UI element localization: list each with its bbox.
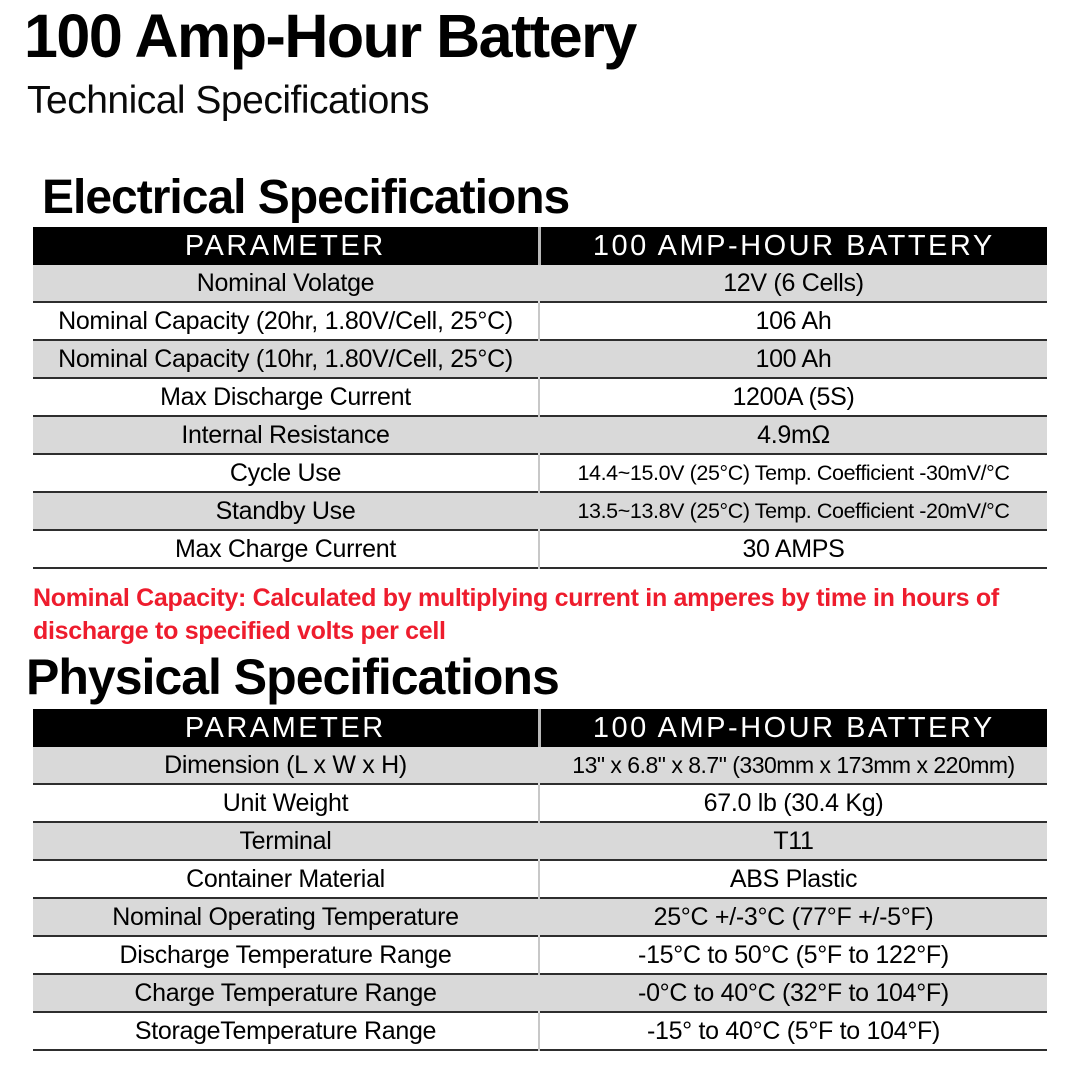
value-cell: 12V (6 Cells) — [723, 268, 864, 297]
column-header-battery: 100 AMP-HOUR BATTERY — [539, 227, 1047, 265]
section-title-physical: Physical Specifications — [26, 649, 559, 705]
electrical-spec-table — [33, 227, 1047, 569]
table-row-operating-temperature — [33, 898, 1047, 936]
value-cell: 1200A (5S) — [732, 382, 855, 411]
table-row-cycle-use — [33, 454, 1047, 492]
value-cell: 100 Ah — [755, 344, 832, 373]
value-cell: ABS Plastic — [729, 864, 858, 893]
value-cell: -15°C to 50°C (5°F to 122°F) — [638, 940, 949, 969]
value-cell: 67.0 lb (30.4 Kg) — [703, 788, 884, 817]
table-row-internal-resistance — [33, 416, 1047, 454]
table-row-unit-weight — [33, 784, 1047, 822]
value-cell: 25°C +/-3°C (77°F +/-5°F) — [653, 902, 934, 931]
section-title-electrical: Electrical Specifications — [42, 171, 570, 224]
nominal-capacity-note — [33, 582, 1043, 647]
param-cell: Discharge Temperature Range — [33, 936, 539, 974]
value-cell: 13" x 6.8" x 8.7" (330mm x 173mm x 220mm) — [572, 751, 1015, 778]
param-cell: Nominal Capacity (10hr, 1.80V/Cell, 25°C) — [33, 340, 539, 378]
physical-header-row — [33, 709, 1047, 747]
table-row-capacity-10hr — [33, 340, 1047, 378]
value-cell: 30 AMPS — [742, 534, 845, 563]
param-cell: Nominal Volatge — [33, 265, 539, 302]
table-row-nominal-voltage — [33, 265, 1047, 302]
param-cell: Max Charge Current — [33, 530, 539, 568]
page-title: 100 Amp-Hour Battery — [24, 2, 636, 70]
param-cell: StorageTemperature Range — [33, 1012, 539, 1050]
column-header-parameter: PARAMETER — [33, 227, 539, 265]
param-cell: Unit Weight — [33, 784, 539, 822]
param-cell: Container Material — [33, 860, 539, 898]
physical-spec-table — [33, 709, 1047, 1051]
param-cell: Max Discharge Current — [33, 378, 539, 416]
value-cell: T11 — [773, 826, 814, 855]
column-header-parameter: PARAMETER — [33, 709, 539, 747]
param-cell: Cycle Use — [33, 454, 539, 492]
value-cell: 13.5~13.8V (25°C) Temp. Coefficient -20mV/°C — [577, 498, 1010, 523]
value-cell: 4.9mΩ — [757, 420, 830, 449]
note-line: discharge to specified volts per cell — [33, 616, 446, 645]
value-cell: 106 Ah — [755, 306, 832, 335]
note-line: Nominal Capacity: Calculated by multiplying current in amperes by time in hours of — [33, 584, 999, 612]
param-cell: Nominal Capacity (20hr, 1.80V/Cell, 25°C) — [33, 302, 539, 340]
param-cell: Standby Use — [33, 492, 539, 530]
param-cell: Dimension (L x W x H) — [33, 747, 539, 784]
table-row-storage-temperature — [33, 1012, 1047, 1050]
table-row-dimension — [33, 747, 1047, 784]
param-cell: Terminal — [33, 822, 539, 860]
table-row-standby-use — [33, 492, 1047, 530]
table-row-discharge-temperature — [33, 936, 1047, 974]
electrical-header-row — [33, 227, 1047, 265]
table-row-max-charge — [33, 530, 1047, 568]
param-cell: Internal Resistance — [33, 416, 539, 454]
table-row-container-material — [33, 860, 1047, 898]
param-cell: Charge Temperature Range — [33, 974, 539, 1012]
column-header-battery: 100 AMP-HOUR BATTERY — [539, 709, 1047, 747]
page-subtitle: Technical Specifications — [27, 79, 430, 122]
table-row-terminal — [33, 822, 1047, 860]
param-cell: Nominal Operating Temperature — [33, 898, 539, 936]
table-row-charge-temperature — [33, 974, 1047, 1012]
value-cell: -15° to 40°C (5°F to 104°F) — [646, 1016, 941, 1045]
table-row-max-discharge — [33, 378, 1047, 416]
value-cell: -0°C to 40°C (32°F to 104°F) — [638, 978, 949, 1007]
value-cell: 14.4~15.0V (25°C) Temp. Coefficient -30mV/°C — [577, 460, 1010, 485]
table-row-capacity-20hr — [33, 302, 1047, 340]
